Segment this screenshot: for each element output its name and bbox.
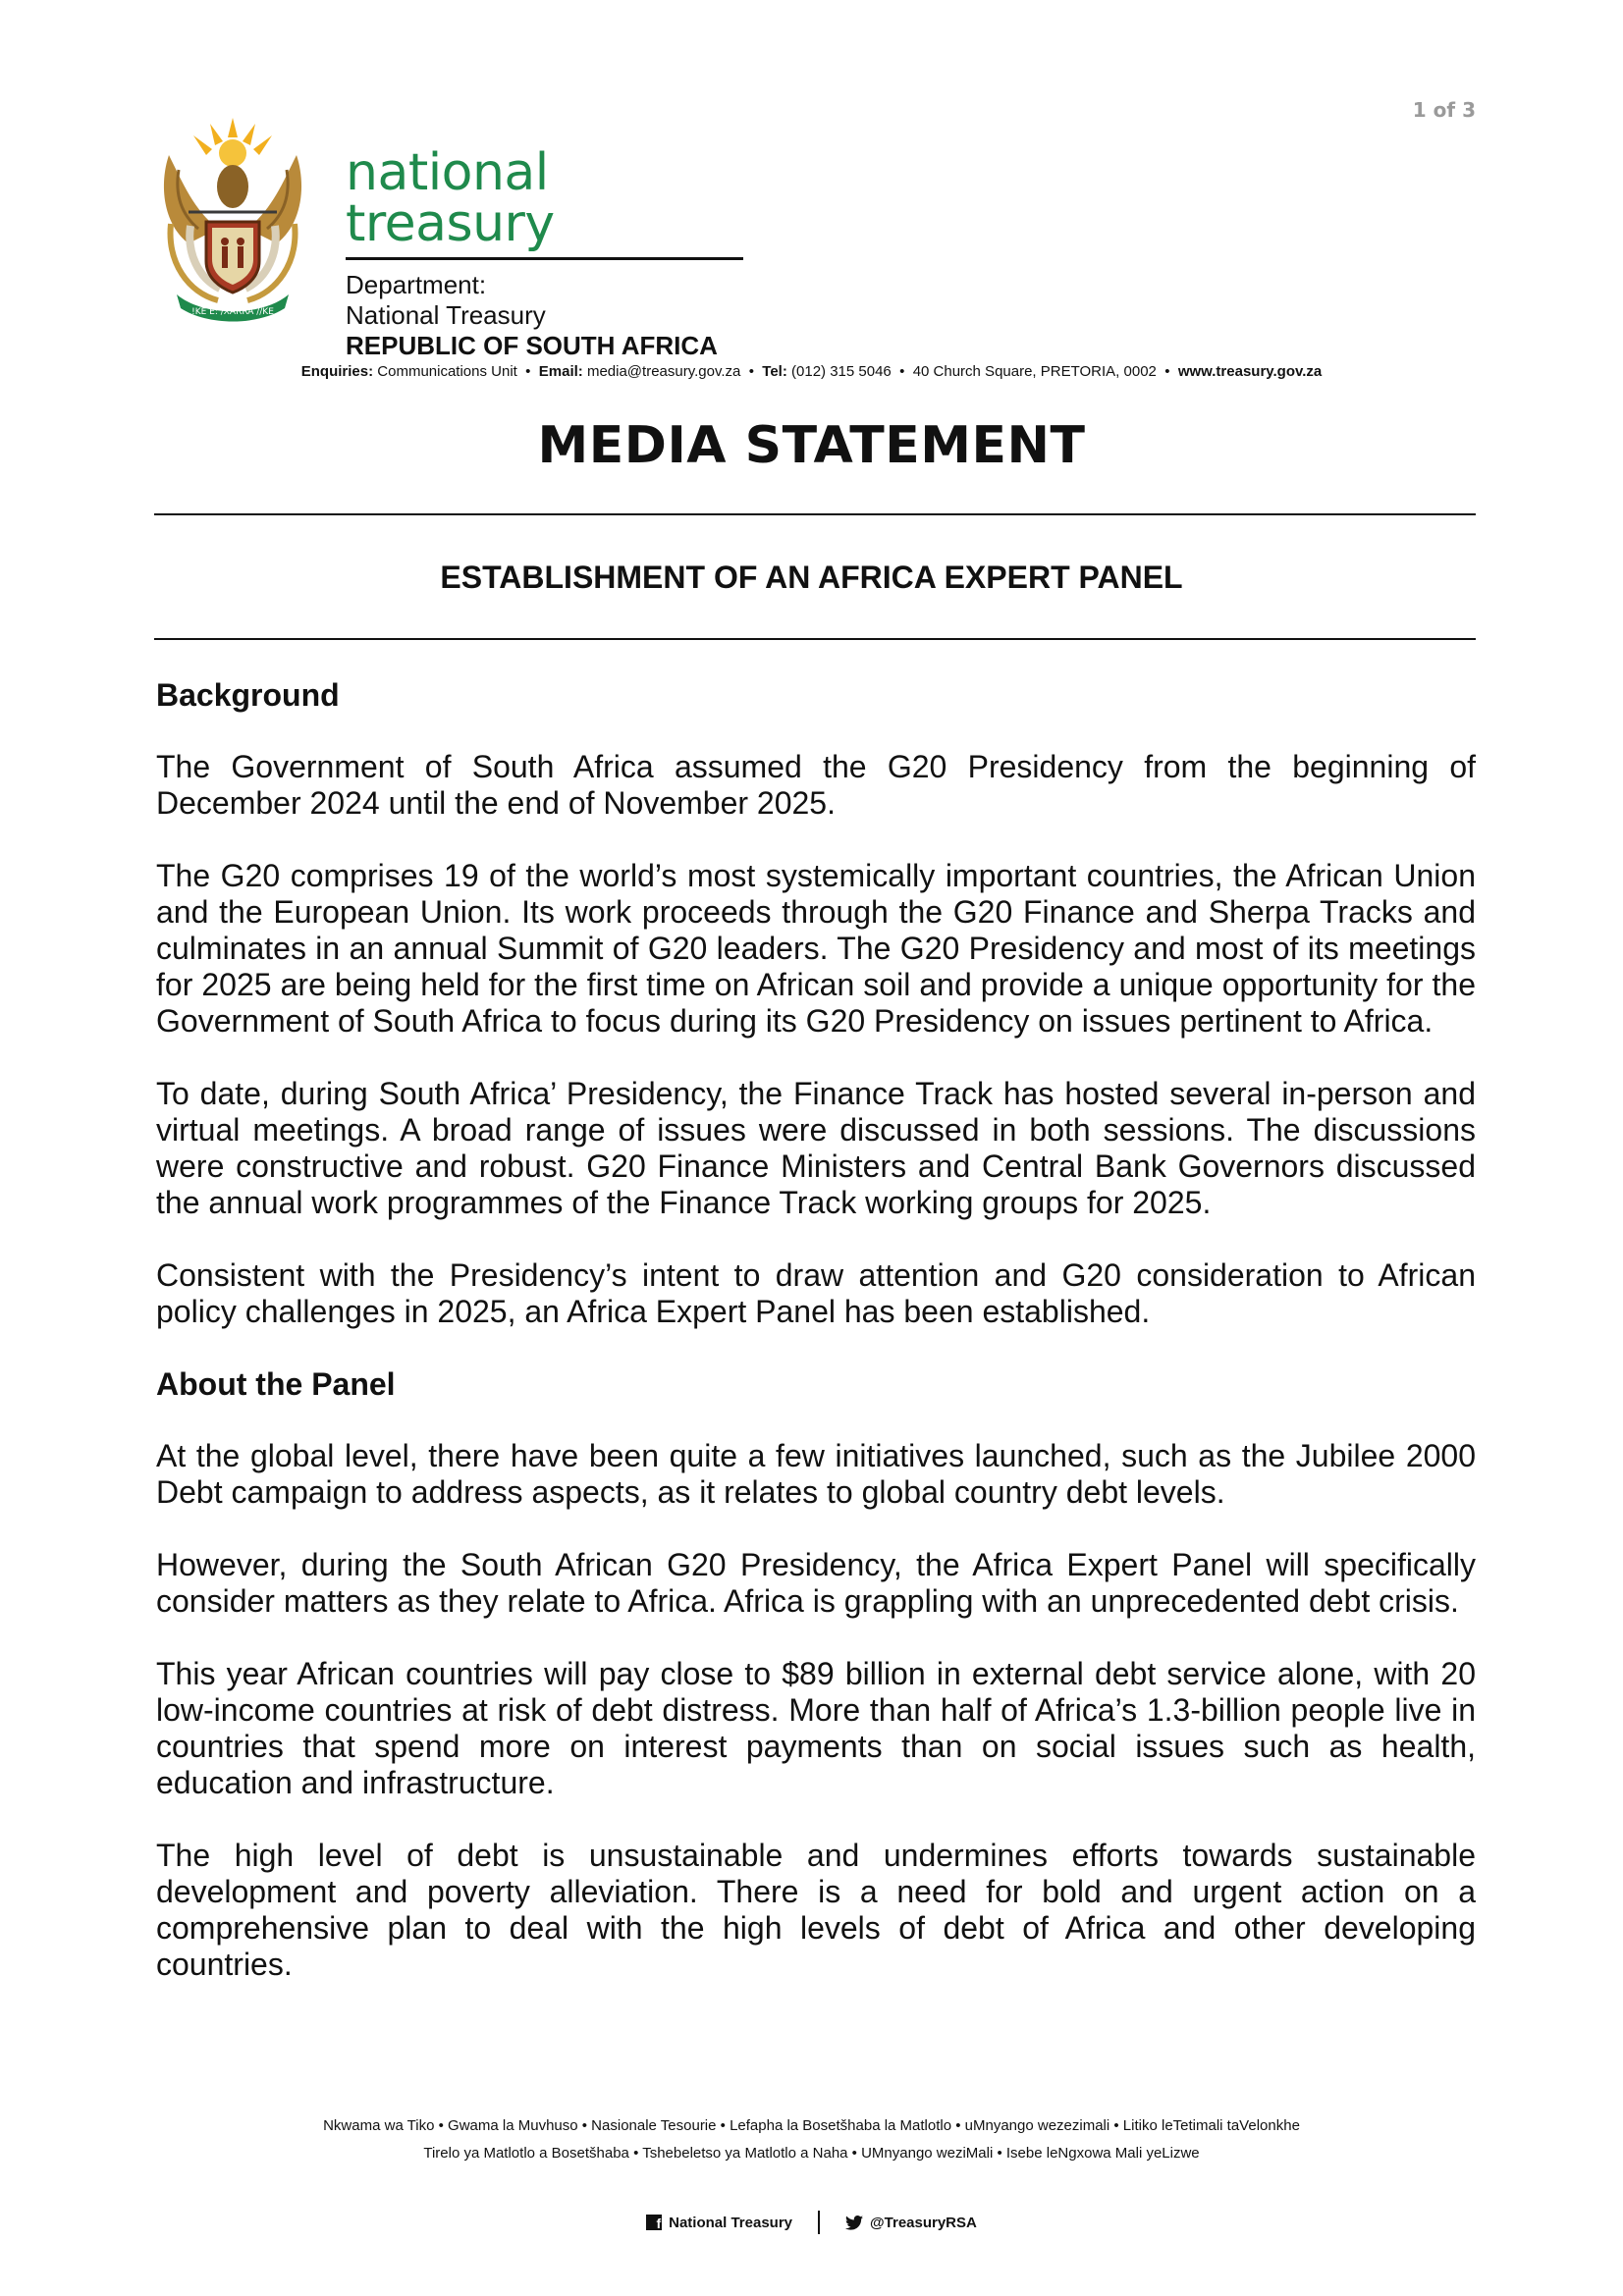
statement-body: [156, 677, 1476, 2019]
brand-name: national treasury: [346, 147, 743, 260]
paragraph: The G20 comprises 19 of the world’s most systemically important countries, the African Union and the European Union. Its work proceeds through the G20 Finance and Sherpa Tracks and culminates in an annual Summit of G20 leaders. The G20 Presidency and most of its meetings for 2025 are being held for the first time on African soil and provide a unique opportunity for the Government of South Africa to focus during its G20 Presidency on issues pertinent to Africa.: [156, 858, 1476, 1039]
address: 40 Church Square, PRETORIA, 0002: [912, 363, 1157, 380]
paragraph: At the global level, there have been quite a few initiatives launched, such as the Jubilee 2000 Debt campaign to address aspects, as it relates to global country debt levels.: [156, 1438, 1476, 1510]
website-link[interactable]: www.treasury.gov.za: [1177, 363, 1323, 380]
enquiries-unit: Communications Unit: [377, 363, 517, 380]
brand-department-name: National Treasury: [346, 300, 546, 330]
section-heading-background: Background: [156, 677, 340, 713]
paragraph: The high level of debt is unsustainable and undermines efforts towards sustainable development and poverty alleviation. There is a need for bold and urgent action on a comprehensive plan to deal with the high levels of debt of Africa and other developing countries.: [156, 1838, 1476, 1982]
paragraph: The Government of South Africa assumed the G20 Presidency from the beginning of December 2024 until the end of November 2025.: [156, 749, 1476, 821]
twitter-link[interactable]: [845, 2215, 977, 2231]
paragraph: To date, during South Africa’ Presidency, the Finance Track has hosted several in-person and virtual meetings. A broad range of issues were discussed in both sessions. The discussions were constructive and robust. G20 Finance Ministers and Central Bank Governors discussed the annual work programmes of the Finance Track working groups for 2025.: [156, 1076, 1476, 1220]
brand-republic: REPUBLIC OF SOUTH AFRICA: [346, 331, 718, 360]
enquiries-label: Enquiries:: [300, 363, 374, 380]
paragraph: Consistent with the Presidency’s intent to draw attention and G20 consideration to African policy challenges in 2025, an Africa Expert Panel has been established.: [156, 1257, 1476, 1329]
divider-bottom: [154, 638, 1476, 640]
footer-social: [0, 2211, 1623, 2234]
facebook-link[interactable]: [646, 2215, 792, 2231]
tel-label: Tel:: [762, 363, 787, 380]
brand-department-label: Department:: [346, 270, 487, 299]
coat-of-arms-logo: [149, 116, 316, 324]
social-separator: [818, 2211, 820, 2234]
department-brand: [346, 143, 743, 361]
footer-languages: [0, 2112, 1623, 2167]
twitter-icon: [845, 2216, 863, 2230]
divider-top: [154, 513, 1476, 515]
document-title: MEDIA STATEMENT: [537, 416, 1086, 475]
twitter-label: @TreasuryRSA: [870, 2214, 977, 2231]
enquiries-line: Enquiries: Communications Unit • Email: media@treasury.gov.za • Tel: (012) 315 5046 • 40 Church Square, PRETORIA, 0002 • www.treasury.gov.za: [300, 363, 1323, 380]
crest-motto: !KE E: /XARRA //KE: [191, 307, 274, 317]
languages-line-1: Nkwama wa Tiko • Gwama la Muvhuso • Nasionale Tesourie • Lefapha la Bosetšhaba la Matlotlo • uMnyango wezezimali • Litiko leTetimali taVelonkhe: [323, 2117, 1300, 2134]
paragraph: However, during the South African G20 Presidency, the Africa Expert Panel will specifically consider matters as they relate to Africa. Africa is grappling with an unprecedented debt crisis.: [156, 1547, 1476, 1619]
facebook-label: National Treasury: [669, 2214, 793, 2231]
email-label: Email:: [538, 363, 583, 380]
paragraph: This year African countries will pay close to $89 billion in external debt service alone, with 20 low-income countries at risk of debt distress. More than half of Africa’s 1.3-billion people live in countries that spend more on interest payments than on social issues such as health, education and infrastructure.: [156, 1656, 1476, 1800]
page-number: 1 of 3: [1412, 98, 1476, 122]
facebook-icon: f: [646, 2215, 662, 2230]
email-link[interactable]: media@treasury.gov.za: [586, 363, 741, 380]
statement-headline: ESTABLISHMENT OF AN AFRICA EXPERT PANEL: [440, 560, 1183, 595]
languages-line-2: Tirelo ya Matlotlo a Bosetšhaba • Tshebeletso ya Matlotlo a Naha • UMnyango weziMali • Isebe leNgxowa Mali yeLizwe: [423, 2145, 1200, 2162]
section-heading-panel: About the Panel: [156, 1366, 396, 1402]
tel-number: (012) 315 5046: [791, 363, 892, 380]
